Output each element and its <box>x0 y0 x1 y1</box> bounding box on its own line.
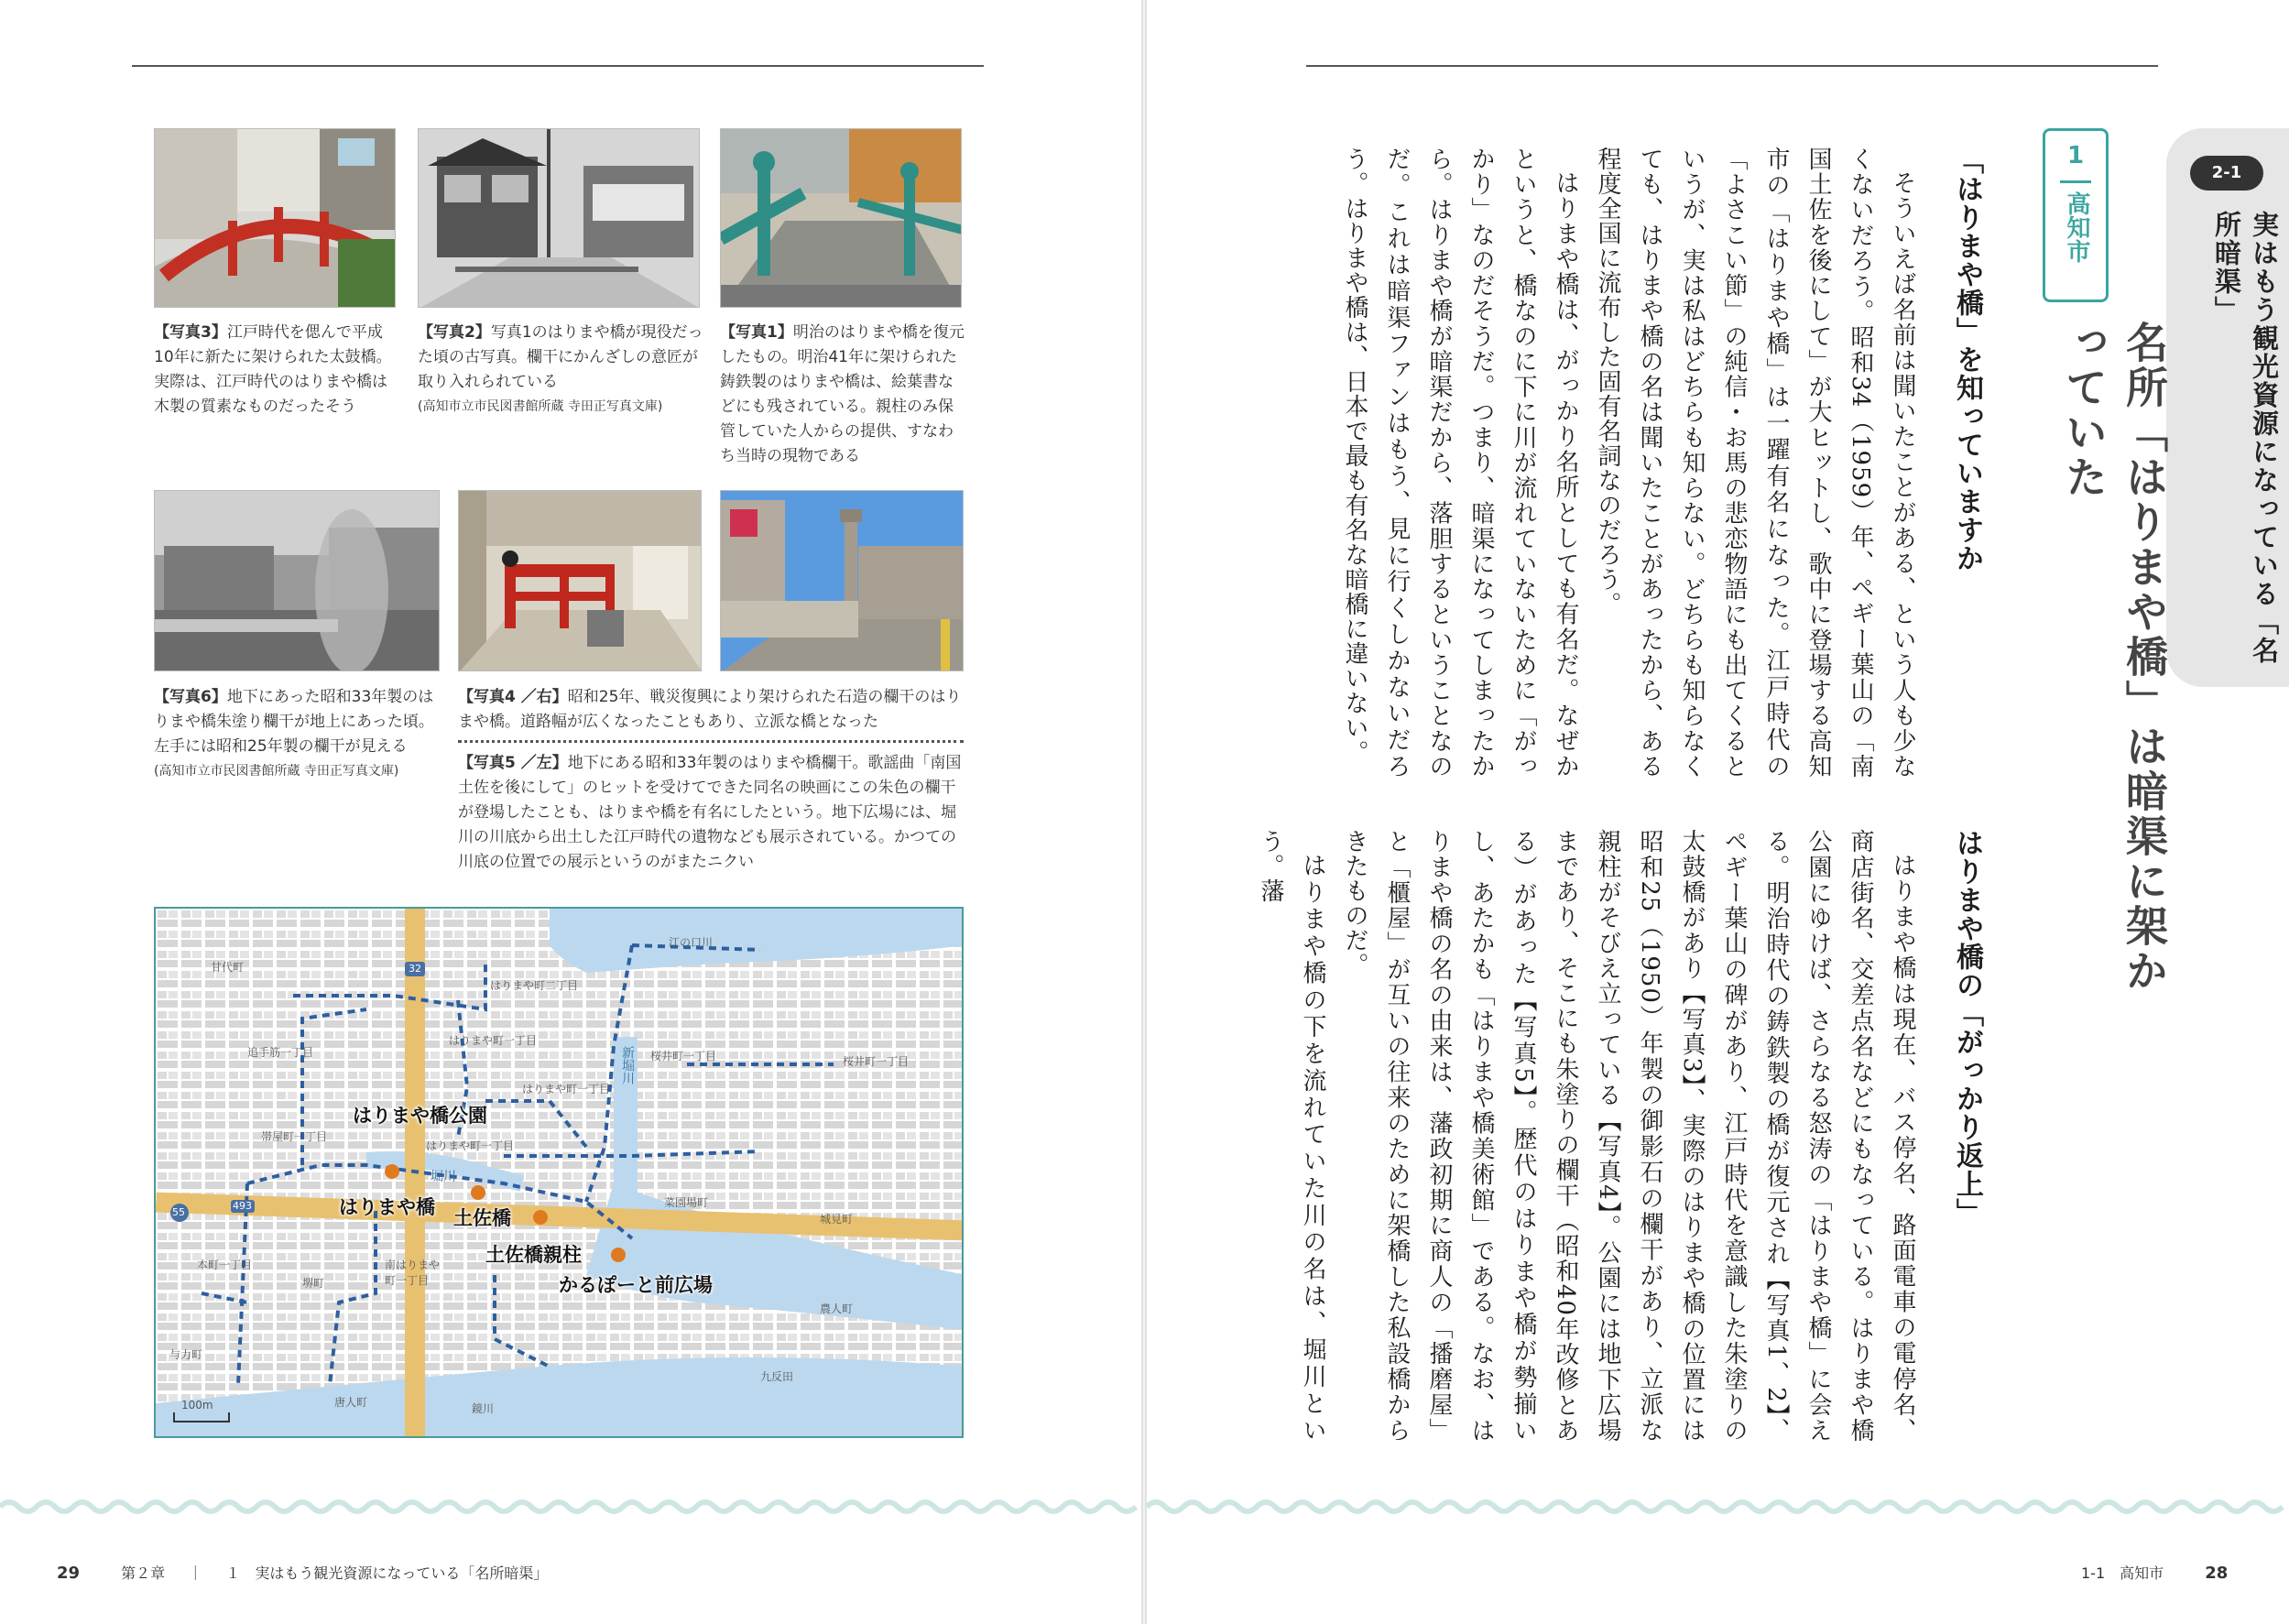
caption-tag: 【写真3】 <box>154 323 227 342</box>
route-shield-label: 32 <box>409 963 421 975</box>
caption-tag: 【写真6】 <box>154 688 227 706</box>
caption-text: 明治のはりまや橋を復元したもの。明治41年に架けられた鋳鉄製のはりまや橋は、絵葉書などにも残されている。親柱のみ保管していた人からの提供、すなわち当時の現物である <box>720 323 965 465</box>
map-river-label: 新堀川 <box>620 1046 635 1084</box>
caption-tag: 【写真4 ／右】 <box>458 688 568 706</box>
caption-photo-2 <box>418 321 703 420</box>
photo-3 <box>154 128 396 308</box>
caption-photo-1 <box>720 321 965 469</box>
photo-credit: (高知市立市民図書館所蔵 寺田正写真文庫) <box>154 764 399 779</box>
caption-tag: 【写真2】 <box>418 323 491 342</box>
paragraph: はりまや橋は、がっかり名所としても有名だ。なぜかというと、橋なのに下に川が流れていないために「がっかり」なのだそうだ。つまり、暗渠になってしまったから。はりまや橋が暗渠だから、落胆するということなのだ。これは暗渠ファンはもう、見に行くしかないだろう。はりまや橋は、日本で最も有名な暗橋に違いない。 <box>1341 147 1579 779</box>
map-place-karupo: かるぽーと前広場 <box>559 1274 713 1296</box>
city-divider <box>2060 180 2091 183</box>
city-label-box <box>2043 128 2109 302</box>
paragraph: はりまや橋は現在、バス停名、路面電車の電停名、商店街名、交差点名などにもなっている。はりまや橋公園にゆけば、さらなる怒涛の「はりまや橋」に会える。明治時代の鋳鉄製の橋が復元され【写真1、2】、ペギー葉山の碑があり、江戸時代を意識した朱塗りの太鼓橋があり【写真3】、実際のはりまや橋の位置には昭和25（1950）年製の御影石の欄干があり、立派な親柱がそびえ立っている【写真4】。公園には地下広場まであり、そこにも朱塗りの欄干（昭和40年改修とある）があった【写真5】。歴代のはりまや橋が勢揃いし、あたかも「はりまや橋美術館」である。なお、はりまや橋の名の由来は、藩政初期に商人の「播磨屋」と「櫃屋」が互いの往来のために架橋した私設橋からきたものだ。 <box>1341 829 1916 1443</box>
map-label: 本町一丁目 <box>197 1259 253 1271</box>
caption-text: 江戸時代を偲んで平成10年に新たに架けられた太鼓橋。実際は、江戸時代のはりまや橋は木製の質素なものだったそう <box>154 323 392 416</box>
section-body <box>1319 147 1924 779</box>
photo-4 <box>458 490 702 671</box>
caption-photo-4 <box>458 685 967 735</box>
caption-photo-3 <box>154 321 399 420</box>
map-label: 追手筋一丁目 <box>247 1046 314 1059</box>
city-number: 1 <box>2066 142 2085 169</box>
map-place-harimayabashi: はりまや橋 <box>339 1196 435 1218</box>
map-label: 与力町 <box>169 1348 203 1361</box>
page-number: 29 <box>57 1564 81 1583</box>
left-page <box>0 0 1143 1624</box>
caption-tag: 【写真1】 <box>720 323 793 342</box>
page-number: 28 <box>2205 1564 2229 1583</box>
map-label: 菜園場町 <box>664 1196 709 1209</box>
map-label: はりまや町二丁目 <box>490 979 579 992</box>
map-label: はりまや町一丁目 <box>522 1083 611 1095</box>
decorative-wave <box>1147 1493 2289 1520</box>
caption-tag: 【写真5 ／左】 <box>458 754 568 772</box>
map-label: 九反田 <box>760 1370 794 1383</box>
caption-photo-5 <box>458 751 967 875</box>
map-label: 城見町 <box>820 1213 854 1226</box>
footer-chapter: 第２章 <box>121 1564 166 1582</box>
paragraph: はりまや橋の下を流れていた川の名は、堀川という。藩 <box>1257 829 1326 1443</box>
harimaya-area-map <box>154 907 964 1438</box>
map-label: 桜井町一丁目 <box>650 1050 717 1063</box>
map-label: 唐人町 <box>334 1396 368 1409</box>
section-body <box>1257 829 1924 1443</box>
decorative-wave <box>0 1493 1141 1520</box>
map-place-park: はりまや橋公園 <box>353 1105 487 1127</box>
top-rule <box>1306 65 2158 67</box>
chapter-badge: 2-1 <box>2190 156 2263 191</box>
chapter-side-tab <box>2166 128 2289 687</box>
caption-divider <box>458 740 964 743</box>
map-label: はりまや町一丁目 <box>426 1139 515 1152</box>
section-heading: はりまや橋の「がっかり返上」 <box>1951 829 1983 1226</box>
caption-text: 写真1のはりまや橋が現役だった頃の古写真。欄干にかんざしの意匠が取り入れられている <box>418 323 703 391</box>
map-place-tosabashi: 土佐橋 <box>453 1207 511 1229</box>
main-title: 名所「はりまや橋」は暗渠に架かっていた <box>2059 321 2169 994</box>
photo-1 <box>720 128 962 308</box>
page-footer-left <box>57 1562 548 1583</box>
map-label: 甘代町 <box>211 961 245 974</box>
map-label: 鏡川 <box>472 1402 495 1415</box>
photo-2 <box>418 128 700 308</box>
route-shield-label: 55 <box>172 1206 185 1218</box>
photo-5 <box>720 490 964 671</box>
paragraph: そういえば名前は聞いたことがある、という人も少なくないだろう。昭和34（1959）年、ペギー葉山の「南国土佐を後にして」が大ヒットし、歌中に登場する高知市の「はりまや橋」は一躍有名になった。江戸時代の「よさこい節」の純信・お馬の悲恋物語にも出てくるというが、実は私はどちらも知らない。どちらも知らなくても、はりまや橋の名は聞いたことがあったから、ある程度全国に流布した固有名詞なのだろう。 <box>1594 147 1916 779</box>
photo-credit: (高知市立市民図書館所蔵 寺田正写真文庫) <box>418 399 663 414</box>
map-label: 桜井町一丁目 <box>843 1055 910 1068</box>
caption-text: 地下にある昭和33年製のはりまや橋欄干。歌謡曲「南国土佐を後にして」のヒットを受けてできた同名の映画にこの朱色の欄干が登場したことも、はりまや橋を有名にしたという。地下広場には、堀川の川底から出土した江戸時代の遺物なども展示されている。かつての川底の位置での展示というのがまたニクい <box>458 754 962 871</box>
footer-separator: ｜ <box>188 1564 203 1582</box>
map-label: 江の口川 <box>669 936 714 949</box>
map-label: 南はりまや町一丁目 <box>385 1259 441 1287</box>
caption-text: 地下にあった昭和33年製のはりまや橋朱塗り欄干が地上にあった頃。左手には昭和25年製の欄干が見える <box>154 688 434 756</box>
section-heading: 「はりまや橋」を知っていますか <box>1951 147 1983 572</box>
map-label: 帯屋町一丁目 <box>261 1130 328 1143</box>
route-shield-label: 493 <box>233 1200 252 1212</box>
map-river-label: 堀川 <box>431 1170 456 1184</box>
footer-section: 1-1 高知市 <box>2081 1564 2164 1582</box>
map-label: 堺町 <box>302 1277 325 1290</box>
chapter-title: 実はもう観光資源になっている「名所暗渠」 <box>2211 211 2280 665</box>
map-scale-label: 100m <box>181 1399 213 1411</box>
map-place-oyabashira: 土佐橋親柱 <box>485 1244 582 1266</box>
map-label: はりまや町一丁目 <box>449 1034 538 1047</box>
caption-text: 昭和25年、戦災復興により架けられた石造の欄干のはりまや橋。道路幅が広くなったこともあり、立派な橋となった <box>458 688 962 731</box>
map-label: 農人町 <box>820 1302 854 1315</box>
caption-photo-6 <box>154 685 443 784</box>
footer-section: １ 実はもう観光資源になっている「名所暗渠」 <box>225 1564 549 1582</box>
top-rule <box>132 65 984 67</box>
photo-6 <box>154 490 440 671</box>
page-footer-right <box>2081 1562 2228 1583</box>
city-name: 高知市 <box>2063 191 2090 263</box>
